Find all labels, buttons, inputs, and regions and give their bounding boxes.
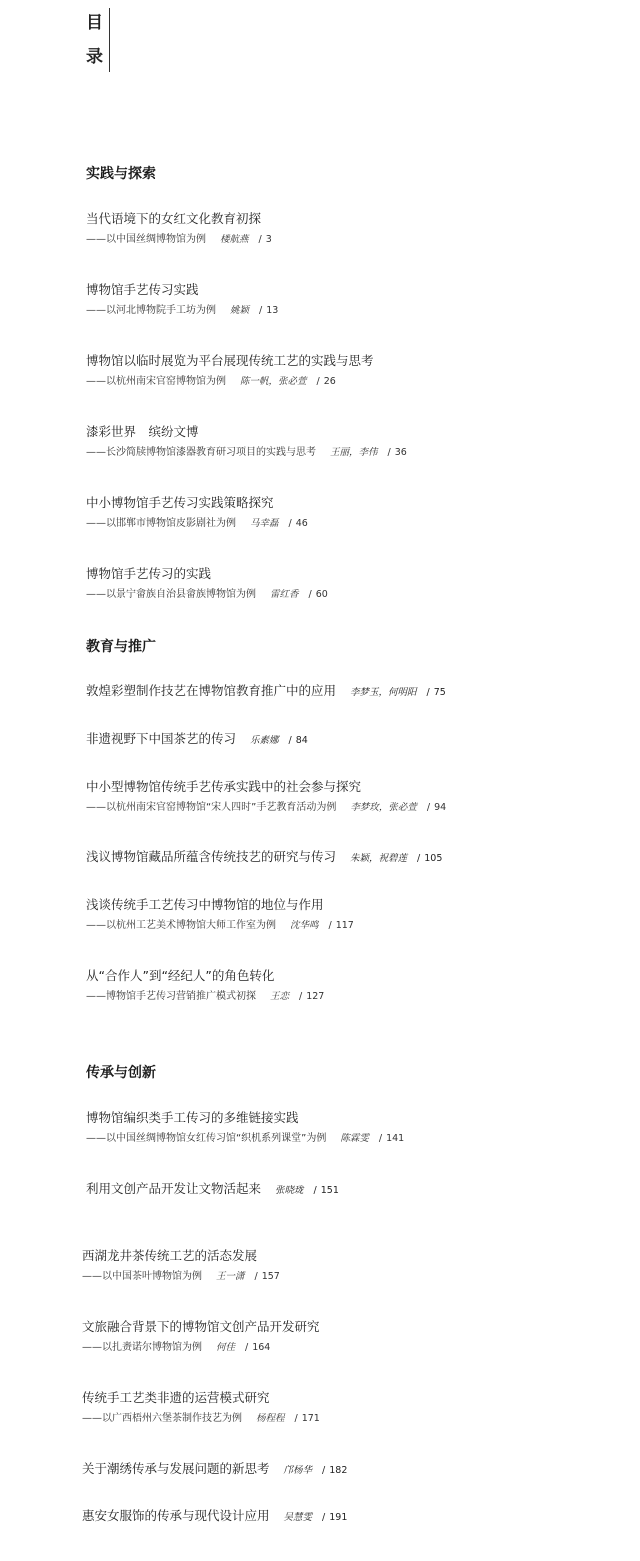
toc-entry[interactable]: 中小型博物馆传统手艺传承实践中的社会参与探究 ——以杭州南宋官窑博物馆“宋人四时”手艺教育活动为例 李梦玫，张必萱 / 94 [86,779,447,813]
entry-title: 文旅融合背景下的博物馆文创产品开发研究 [82,1319,320,1334]
toc-entry[interactable]: 利用文创产品开发让文物活起来 张晓珑 / 151 [86,1181,339,1196]
entry-subtitle: ——以景宁畲族自治县畲族博物馆为例 [86,589,256,600]
entry-title: 博物馆手艺传习的实践 [86,566,212,581]
entry-page: 151 [320,1185,339,1196]
entry-page: 191 [329,1512,348,1523]
entry-author: 吴慧雯 [283,1512,313,1523]
entry-page: 182 [329,1465,348,1476]
toc-entry[interactable]: 中小博物馆手艺传习实践策略探究 ——以邯郸市博物馆皮影剧社为例 马幸磊 / 46 [86,495,308,529]
toc-entry[interactable]: 当代语境下的女红文化教育初探 ——以中国丝绸博物馆为例 楼航燕 / 3 [86,211,272,245]
toc-entry[interactable]: 关于潮绣传承与发展问题的新思考 邝杨华 / 182 [82,1461,348,1476]
toc-entry[interactable]: 浅议博物馆藏品所蕴含传统技艺的研究与传习 朱颖，祝碧莲 / 105 [86,849,443,864]
entry-title: 浅谈传统手工艺传习中博物馆的地位与作用 [86,897,324,912]
entry-author: 李梦玉，何明阳 [350,687,417,698]
toc-entry[interactable]: 敦煌彩塑制作技艺在博物馆教育推广中的应用 李梦玉，何明阳 / 75 [86,683,446,698]
entry-page: 164 [252,1342,271,1353]
entry-title: 浅议博物馆藏品所蕴含传统技艺的研究与传习 [86,849,337,864]
entry-author: 朱颖，祝碧莲 [350,853,408,864]
entry-subtitle: ——长沙简牍博物馆漆器教育研习项目的实践与思考 [86,447,316,458]
entry-author: 何佳 [216,1342,236,1353]
entry-title: 传统手工艺类非遗的运营模式研究 [82,1390,270,1405]
entry-subtitle: ——以中国丝绸博物馆为例 [86,234,206,245]
entry-author: 雷红香 [270,589,299,600]
entry-subtitle: ——以中国茶叶博物馆为例 [82,1271,202,1282]
entry-page: 3 [265,234,272,245]
toc-entry[interactable]: 博物馆以临时展览为平台展现传统工艺的实践与思考 ——以杭州南宋官窑博物馆为例 陈一帆，张必萱 / 26 [86,353,374,387]
section-title: 传承与创新 [86,1065,156,1081]
entry-page: 75 [433,687,446,698]
entry-title: 利用文创产品开发让文物活起来 [86,1181,262,1196]
toc-heading [86,6,106,74]
toc-entry[interactable]: 惠安女服饰的传承与现代设计应用 吴慧雯 / 191 [82,1508,348,1523]
entry-page: 46 [295,518,308,529]
entry-title: 博物馆手艺传习实践 [86,282,199,297]
entry-subtitle: ——博物馆手艺传习营销推广模式初探 [86,991,256,1002]
entry-title: 西湖龙井茶传统工艺的活态发展 [82,1248,258,1263]
entry-subtitle: ——以邯郸市博物馆皮影剧社为例 [86,518,236,529]
entry-page: 60 [315,589,328,600]
entry-page: 26 [323,376,336,387]
entry-title: 关于潮绣传承与发展问题的新思考 [82,1461,270,1476]
entry-author: 乐素娜 [250,735,279,746]
entry-title: 非遗视野下中国茶艺的传习 [86,731,237,746]
entry-page: 171 [301,1413,320,1424]
section-title: 教育与推广 [86,639,156,655]
toc-entry[interactable]: 漆彩世界 缤纷文博 ——长沙简牍博物馆漆器教育研习项目的实践与思考 王丽，李伟 / 36 [86,424,407,458]
entry-title: 中小型博物馆传统手艺传承实践中的社会参与探究 [86,779,362,794]
entry-subtitle: ——以扎赉诺尔博物馆为例 [82,1342,202,1353]
entry-author: 沈华鸣 [290,920,319,931]
entry-subtitle: ——以杭州南宋官窑博物馆为例 [86,376,226,387]
entry-author: 王一潇 [216,1271,245,1282]
entry-title: 当代语境下的女红文化教育初探 [86,211,262,226]
toc-entry[interactable]: 西湖龙井茶传统工艺的活态发展 ——以中国茶叶博物馆为例 王一潇 / 157 [82,1248,280,1282]
entry-title: 漆彩世界 缤纷文博 [86,424,199,439]
toc-heading-char-1: 目 [86,13,103,33]
toc-entry[interactable]: 博物馆编织类手工传习的多维链接实践 ——以中国丝绸博物馆女红传习馆“织机系列课堂”为例 陈霖雯 / 141 [86,1110,405,1144]
toc-heading-char-2: 录 [86,47,103,67]
entry-author: 马幸磊 [250,518,279,529]
entry-author: 王恋 [270,991,290,1002]
entry-title: 从“合作人”到“经纪人”的角色转化 [86,968,275,983]
section-title: 实践与探索 [86,166,156,182]
entry-subtitle: ——以广西梧州六堡茶制作技艺为例 [82,1413,242,1424]
entry-author: 王丽，李伟 [330,447,378,458]
entry-page: 94 [434,802,447,813]
entry-page: 141 [386,1133,405,1144]
entry-author: 陈一帆，张必萱 [240,376,307,387]
toc-entry[interactable]: 浅谈传统手工艺传习中博物馆的地位与作用 ——以杭州工艺美术博物馆大师工作室为例 沈华鸣 / 117 [86,897,354,931]
entry-author: 姚颖 [230,305,250,316]
entry-author: 陈霖雯 [340,1133,369,1144]
heading-divider [109,8,110,72]
toc-entry[interactable]: 文旅融合背景下的博物馆文创产品开发研究 ——以扎赉诺尔博物馆为例 何佳 / 164 [82,1319,320,1353]
entry-page: 36 [394,447,407,458]
entry-author: 张晓珑 [275,1185,304,1196]
entry-subtitle: ——以中国丝绸博物馆女红传习馆“织机系列课堂”为例 [86,1133,327,1144]
entry-page: 84 [295,735,308,746]
entry-title: 惠安女服饰的传承与现代设计应用 [82,1508,270,1523]
toc-entry[interactable]: 从“合作人”到“经纪人”的角色转化 ——博物馆手艺传习营销推广模式初探 王恋 / 127 [86,968,325,1002]
toc-entry[interactable]: 非遗视野下中国茶艺的传习 乐素娜 / 84 [86,731,308,746]
toc-entry[interactable]: 博物馆手艺传习实践 ——以河北博物院手工坊为例 姚颖 / 13 [86,282,279,316]
entry-author: 楼航燕 [220,234,249,245]
entry-page: 127 [306,991,325,1002]
entry-title: 博物馆编织类手工传习的多维链接实践 [86,1110,299,1125]
entry-title: 中小博物馆手艺传习实践策略探究 [86,495,274,510]
entry-title: 博物馆以临时展览为平台展现传统工艺的实践与思考 [86,353,374,368]
entry-page: 157 [261,1271,280,1282]
entry-subtitle: ——以河北博物院手工坊为例 [86,305,216,316]
entry-page: 13 [266,305,279,316]
entry-subtitle: ——以杭州工艺美术博物馆大师工作室为例 [86,920,276,931]
entry-title: 敦煌彩塑制作技艺在博物馆教育推广中的应用 [86,683,337,698]
toc-entry[interactable]: 博物馆手艺传习的实践 ——以景宁畲族自治县畲族博物馆为例 雷红香 / 60 [86,566,328,600]
entry-page: 117 [335,920,354,931]
entry-author: 杨程程 [256,1413,285,1424]
entry-author: 邝杨华 [283,1465,313,1476]
entry-subtitle: ——以杭州南宋官窑博物馆“宋人四时”手艺教育活动为例 [86,802,337,813]
toc-entry[interactable]: 传统手工艺类非遗的运营模式研究 ——以广西梧州六堡茶制作技艺为例 杨程程 / 171 [82,1390,320,1424]
entry-author: 李梦玫，张必萱 [350,802,417,813]
entry-page: 105 [424,853,443,864]
